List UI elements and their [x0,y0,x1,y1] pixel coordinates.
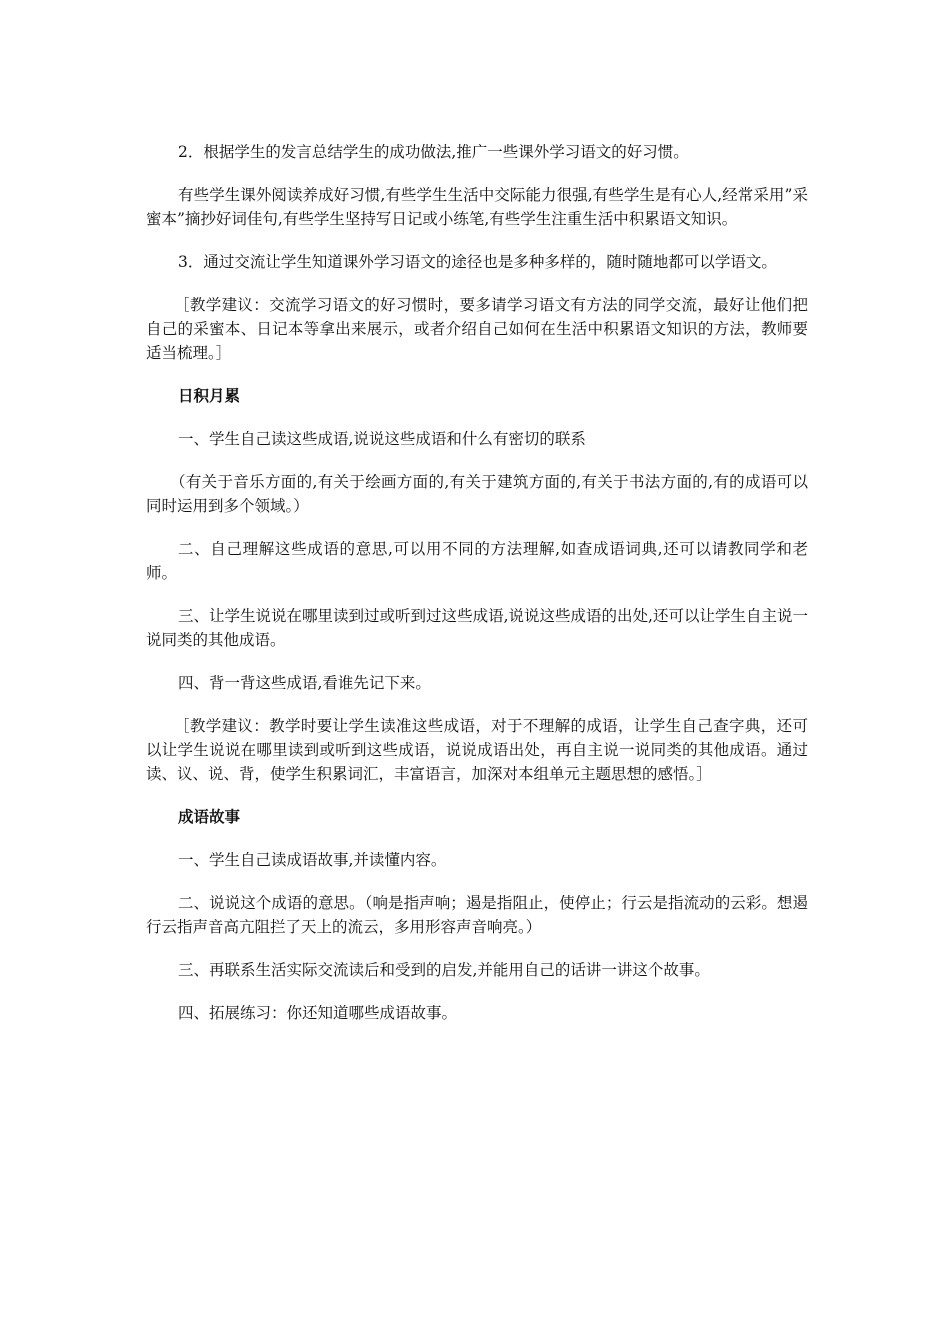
paragraph-idioms-step-1: 一、学生自己读这些成语,说说这些成语和什么有密切的联系 [178,430,586,448]
paragraph-story-step-4: 四、拓展练习：你还知道哪些成语故事。 [178,1004,458,1022]
paragraph-summarize-habits: 2．根据学生的发言总结学生的成功做法,推广一些课外学习语文的好习惯。 [178,143,689,161]
paragraph-learning-channels: 3．通过交流让学生知道课外学习语文的途径也是多种多样的，随时随地都可以学语文。 [178,253,777,271]
teaching-suggestion-1: ［教学建议：交流学习语文的好习惯时，要多请学习语文有方法的同学交流，最好让他们把自己的采蜜本、日记本等拿出来展示，或者介绍自己如何在生活中积累语文知识的方法，教师要适当梳理。］ [146,296,808,362]
paragraph-student-habits: 有些学生课外阅读养成好习惯,有些学生生活中交际能力很强,有些学生是有心人,经常采用”采蜜本”摘抄好词佳句,有些学生坚持写日记或小练笔,有些学生注重生活中积累语文知识。 [146,186,808,228]
paragraph-idioms-step-3: 三、让学生说说在哪里读到过或听到过这些成语,说说这些成语的出处,还可以让学生自主说一说同类的其他成语。 [146,607,808,649]
paragraph-idioms-step-4: 四、背一背这些成语,看谁先记下来。 [178,674,431,692]
document-page [146,140,808,1044]
section-heading-riji-yuelei: 日积月累 [178,387,241,405]
paragraph-story-step-3: 三、再联系生活实际交流读后和受到的启发,并能用自己的话讲一讲这个故事。 [178,961,710,979]
paragraph-idioms-note: （有关于音乐方面的,有关于绘画方面的,有关于建筑方面的,有关于书法方面的,有的成语可以同时运用到多个领域。） [146,473,808,515]
paragraph-story-step-1: 一、学生自己读成语故事,并读懂内容。 [178,851,447,869]
paragraph-idioms-step-2: 二、自己理解这些成语的意思,可以用不同的方法理解,如查成语词典,还可以请教同学和老师。 [146,540,808,582]
teaching-suggestion-2: ［教学建议：教学时要让学生读准这些成语，对于不理解的成语，让学生自己查字典，还可以让学生说说在哪里读到或听到这些成语，说说成语出处，再自主说一说同类的其他成语。通过读、议、说、背，使学生积累词汇，丰富语言，加深对本组单元主题思想的感悟。］ [146,717,808,783]
paragraph-story-step-2: 二、说说这个成语的意思。（响是指声响；遏是指阻止，使停止；行云是指流动的云彩。想遏行云指声音高亢阻拦了天上的流云，多用形容声音响亮。） [146,894,808,936]
section-heading-idiom-story: 成语故事 [178,808,241,826]
